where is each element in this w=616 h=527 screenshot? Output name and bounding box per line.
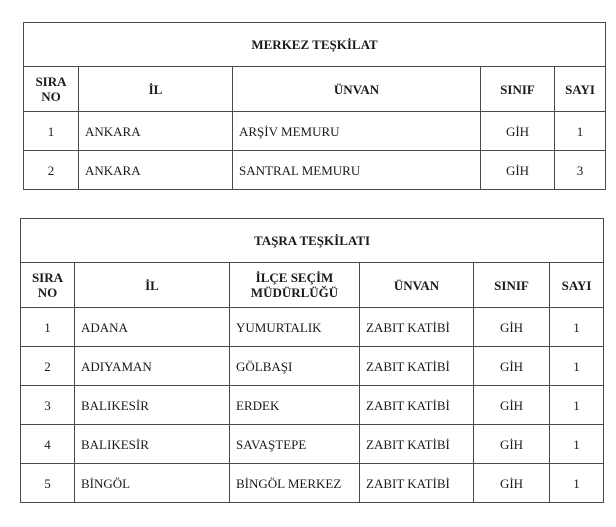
table-row [21, 425, 604, 464]
cell-sayi: 1 [550, 386, 604, 425]
header-sira-no: SIRA NO [24, 67, 79, 112]
cell-ilce: YUMURTALIK [230, 308, 360, 347]
cell-sinif: GİH [474, 308, 550, 347]
cell-ilce: BİNGÖL MERKEZ [230, 464, 360, 503]
table-row [24, 112, 606, 151]
cell-sayi: 1 [550, 347, 604, 386]
cell-sayi: 1 [550, 308, 604, 347]
header-sinif: SINIF [481, 67, 555, 112]
cell-unvan: ZABIT KATİBİ [360, 347, 474, 386]
cell-unvan: ZABIT KATİBİ [360, 425, 474, 464]
cell-il: BALIKESİR [75, 386, 230, 425]
cell-sira: 4 [21, 425, 75, 464]
cell-il: ANKARA [79, 112, 233, 151]
header-unvan: ÜNVAN [360, 263, 474, 308]
table-title: MERKEZ TEŞKİLAT [24, 23, 606, 67]
cell-sira: 1 [24, 112, 79, 151]
cell-ilce: GÖLBAŞI [230, 347, 360, 386]
cell-sayi: 3 [555, 151, 606, 190]
header-sira-no: SIRA NO [21, 263, 75, 308]
cell-il: BALIKESİR [75, 425, 230, 464]
cell-sayi: 1 [550, 425, 604, 464]
cell-sira: 1 [21, 308, 75, 347]
cell-unvan: ARŞİV MEMURU [233, 112, 481, 151]
cell-il: ADANA [75, 308, 230, 347]
header-ilce-secim-mudurlugu: İLÇE SEÇİM MÜDÜRLÜĞÜ [230, 263, 360, 308]
cell-unvan: ZABIT KATİBİ [360, 464, 474, 503]
header-unvan: ÜNVAN [233, 67, 481, 112]
header-sinif: SINIF [474, 263, 550, 308]
tasra-teskilati-table [20, 218, 604, 503]
table-row [21, 308, 604, 347]
table-row [21, 386, 604, 425]
cell-ilce: SAVAŞTEPE [230, 425, 360, 464]
cell-sira: 3 [21, 386, 75, 425]
cell-sira: 2 [24, 151, 79, 190]
table-row [21, 347, 604, 386]
cell-unvan: ZABIT KATİBİ [360, 386, 474, 425]
cell-sinif: GİH [474, 464, 550, 503]
table-row [24, 151, 606, 190]
header-il: İL [75, 263, 230, 308]
cell-ilce: ERDEK [230, 386, 360, 425]
cell-sayi: 1 [550, 464, 604, 503]
table-row [21, 464, 604, 503]
header-sayi: SAYI [550, 263, 604, 308]
cell-sinif: GİH [481, 151, 555, 190]
header-il: İL [79, 67, 233, 112]
cell-sayi: 1 [555, 112, 606, 151]
cell-il: ADIYAMAN [75, 347, 230, 386]
cell-sira: 2 [21, 347, 75, 386]
table-title: TAŞRA TEŞKİLATI [21, 219, 604, 263]
cell-sinif: GİH [481, 112, 555, 151]
merkez-teskilat-table [23, 22, 606, 190]
cell-il: BİNGÖL [75, 464, 230, 503]
cell-unvan: ZABIT KATİBİ [360, 308, 474, 347]
cell-sinif: GİH [474, 347, 550, 386]
header-sayi: SAYI [555, 67, 606, 112]
cell-unvan: SANTRAL MEMURU [233, 151, 481, 190]
cell-sinif: GİH [474, 425, 550, 464]
cell-il: ANKARA [79, 151, 233, 190]
cell-sira: 5 [21, 464, 75, 503]
cell-sinif: GİH [474, 386, 550, 425]
